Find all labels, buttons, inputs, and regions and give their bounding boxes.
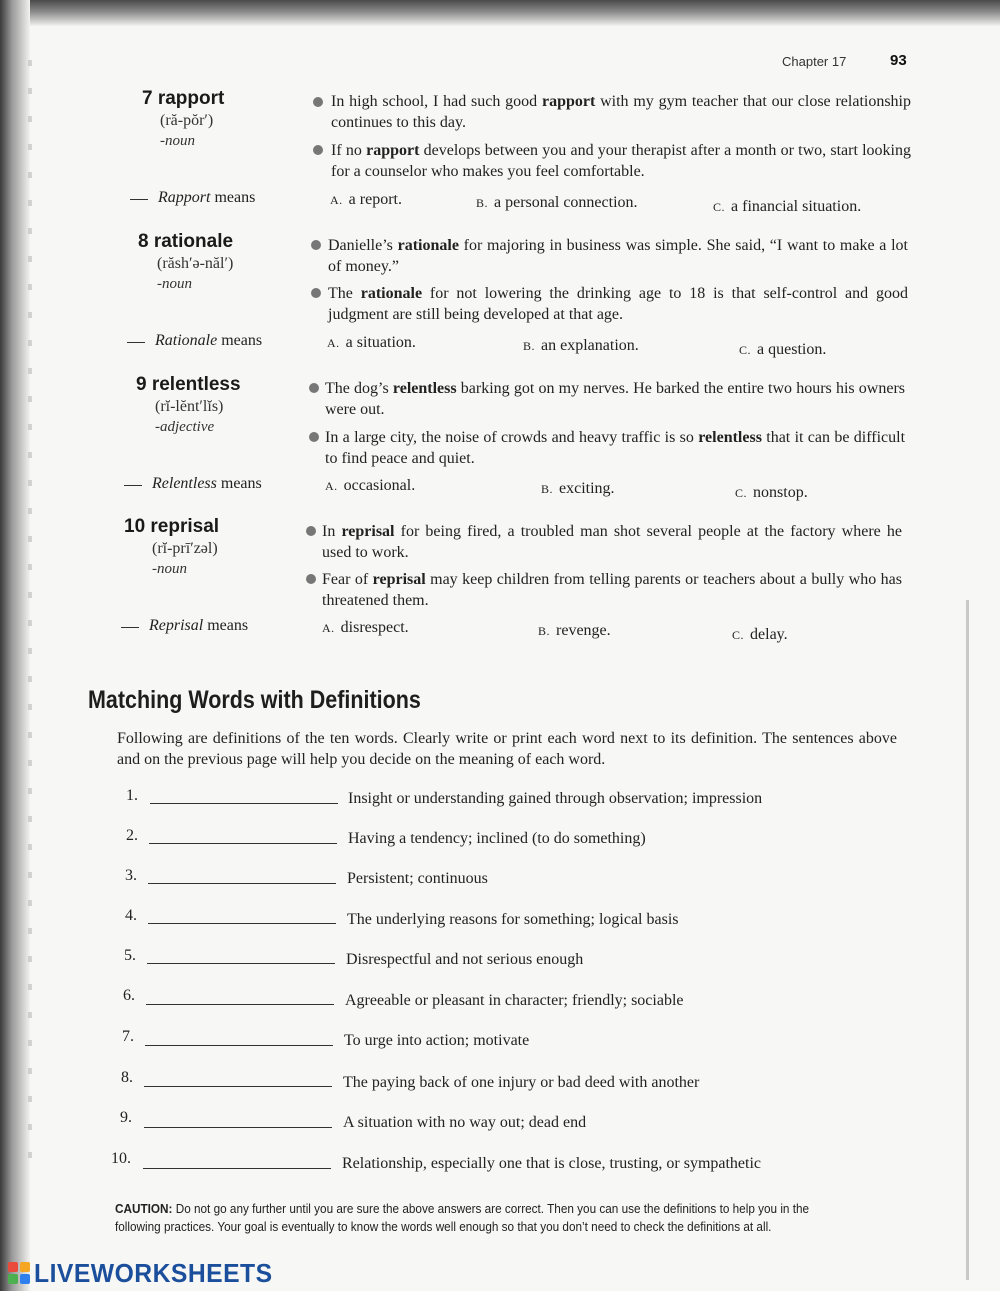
bullet-icon [309,432,319,442]
entry-word: 10 reprisal [124,516,220,537]
means-prompt: Reprisal means [121,617,248,635]
definition-number: 2. [126,827,138,844]
example-sentence-1: The dog’s relentless barking got on my nerves. He barked the entire two hours his owners were out. [325,380,905,418]
entry-pronunciation: (răsh′ə-năl′) [157,255,234,272]
entry-pronunciation: (rĭ-lĕnt′lĭs) [155,398,224,415]
definition-number: 7. [122,1028,134,1045]
bullet-icon [309,383,319,393]
logo-mark-icon [8,1262,30,1284]
definition-text: Agreeable or pleasant in character; friendly; sociable [345,992,684,1009]
answer-line[interactable] [143,1168,331,1169]
entry-part-of-speech: -adjective [155,419,215,435]
definition-text: Disrespectful and not serious enough [346,951,584,968]
option-b[interactable]: B. revenge. [538,622,611,639]
chapter-label: Chapter 17 [782,54,847,69]
page-header [760,52,920,76]
definition-number: 3. [125,867,137,884]
logo-tile-orange [20,1262,30,1272]
section-title: Matching Words with Definitions [88,686,421,714]
option-a[interactable]: A. a situation. [327,334,416,351]
entry-word: 9 relentless [136,374,241,395]
example-sentence-2: The rationale for not lowering the drinking age to 18 is that self-control and good judgment are still being developed at that age. [328,285,909,323]
definition-row [0,867,1000,897]
definition-number: 9. [120,1109,132,1126]
example-sentence-1: In high school, I had such good rapport with my gym teacher that our close relationship continues to this day. [331,93,912,131]
section-instructions: Following are definitions of the ten words. Clearly write or print each word next to its definition. The sentences above and on the previous page will help you decide on the meaning of each word. [117,730,897,768]
bullet-icon [313,97,323,107]
answer-line[interactable] [148,923,336,924]
definition-number: 1. [126,787,138,804]
definition-text: The underlying reasons for something; logical basis [347,911,679,928]
definition-row [0,907,1000,937]
entry-part-of-speech: -noun [160,133,195,149]
example-sentence-1: In reprisal for being fired, a troubled man shot several people at the factory where he used to work. [322,523,902,561]
logo-tile-green [8,1274,18,1284]
answer-line[interactable] [146,1004,334,1005]
answer-blank[interactable] [124,485,142,486]
option-c[interactable]: C. a question. [739,341,827,358]
means-prompt: Rationale means [127,332,262,350]
definition-text: To urge into action; motivate [344,1032,530,1049]
definition-row [0,787,1000,817]
definition-number: 6. [123,987,135,1004]
liveworksheets-logo[interactable] [8,1258,285,1288]
option-b[interactable]: B. a personal connection. [476,194,638,211]
option-a[interactable]: A. disrespect. [322,619,409,636]
entry-part-of-speech: -noun [152,561,187,577]
option-c[interactable]: C. nonstop. [735,484,808,501]
answer-line[interactable] [147,963,335,964]
option-c[interactable]: C. delay. [732,626,788,643]
logo-tile-red [8,1262,18,1272]
definition-row [0,987,1000,1017]
answer-line[interactable] [144,1127,332,1128]
definition-text: Relationship, especially one that is close, trusting, or sympathetic [342,1155,762,1172]
caution-note: CAUTION: Do not go any further until you are sure the above answers are correct. Then you can use the definitions to help you in the following practices. Your goal is eventually to know the words well enough so that you don’t need to check the definitions at all. [115,1202,810,1234]
definition-text: Insight or understanding gained through observation; impression [348,790,763,807]
definition-text: A situation with no way out; dead end [343,1114,587,1131]
definition-row [0,1150,1000,1180]
answer-line[interactable] [144,1086,332,1087]
definition-row [0,827,1000,857]
definition-number: 10. [111,1150,131,1167]
answer-blank[interactable] [121,627,139,628]
page-number: 93 [890,52,907,69]
bullet-icon [306,574,316,584]
example-sentence-2: In a large city, the noise of crowds and heavy traffic is so relentless that it can be difficult to find peace and quiet. [325,429,906,467]
definition-number: 8. [121,1069,133,1086]
scan-shadow-top [0,0,1000,26]
entry-word: 7 rapport [142,88,225,109]
example-sentence-1: Danielle’s rationale for majoring in business was simple. She said, “I want to make a lot of money.” [328,237,909,275]
definition-number: 5. [124,947,136,964]
option-b[interactable]: B. exciting. [541,480,615,497]
answer-line[interactable] [149,843,337,844]
definition-number: 4. [125,907,137,924]
option-a[interactable]: A. a report. [330,191,402,208]
definition-text: The paying back of one injury or bad deed with another [343,1074,700,1091]
answer-line[interactable] [145,1045,333,1046]
definition-row [0,1069,1000,1099]
definition-row [0,1109,1000,1139]
entry-pronunciation: (rĭ-prī′zəl) [152,540,218,557]
option-b[interactable]: B. an explanation. [523,337,639,354]
answer-blank[interactable] [127,342,145,343]
example-sentence-2: If no rapport develops between you and your therapist after a month or two, start looking for a counselor who makes you feel comfortable. [331,142,912,180]
answer-line[interactable] [150,803,338,804]
bullet-icon [311,240,321,250]
bullet-icon [306,526,316,536]
definition-row [0,947,1000,977]
entry-word: 8 rationale [138,231,234,252]
answer-line[interactable] [148,883,336,884]
answer-blank[interactable] [130,199,148,200]
option-a[interactable]: A. occasional. [325,477,416,494]
bullet-icon [311,288,321,298]
means-prompt: Rapport means [130,189,255,207]
definition-text: Having a tendency; inclined (to do something) [348,830,646,847]
means-prompt: Relentless means [124,475,262,493]
logo-text: LIVEWORKSHEETS [34,1257,273,1288]
example-sentence-2: Fear of reprisal may keep children from telling parents or teachers about a bully who has threatened them. [322,571,902,609]
logo-tile-blue [20,1274,30,1284]
option-c[interactable]: C. a financial situation. [713,198,862,215]
bullet-icon [313,145,323,155]
definition-text: Persistent; continuous [347,870,488,887]
entry-pronunciation: (ră-pŏr′) [160,112,214,129]
entry-part-of-speech: -noun [157,276,192,292]
definition-row [0,1028,1000,1058]
